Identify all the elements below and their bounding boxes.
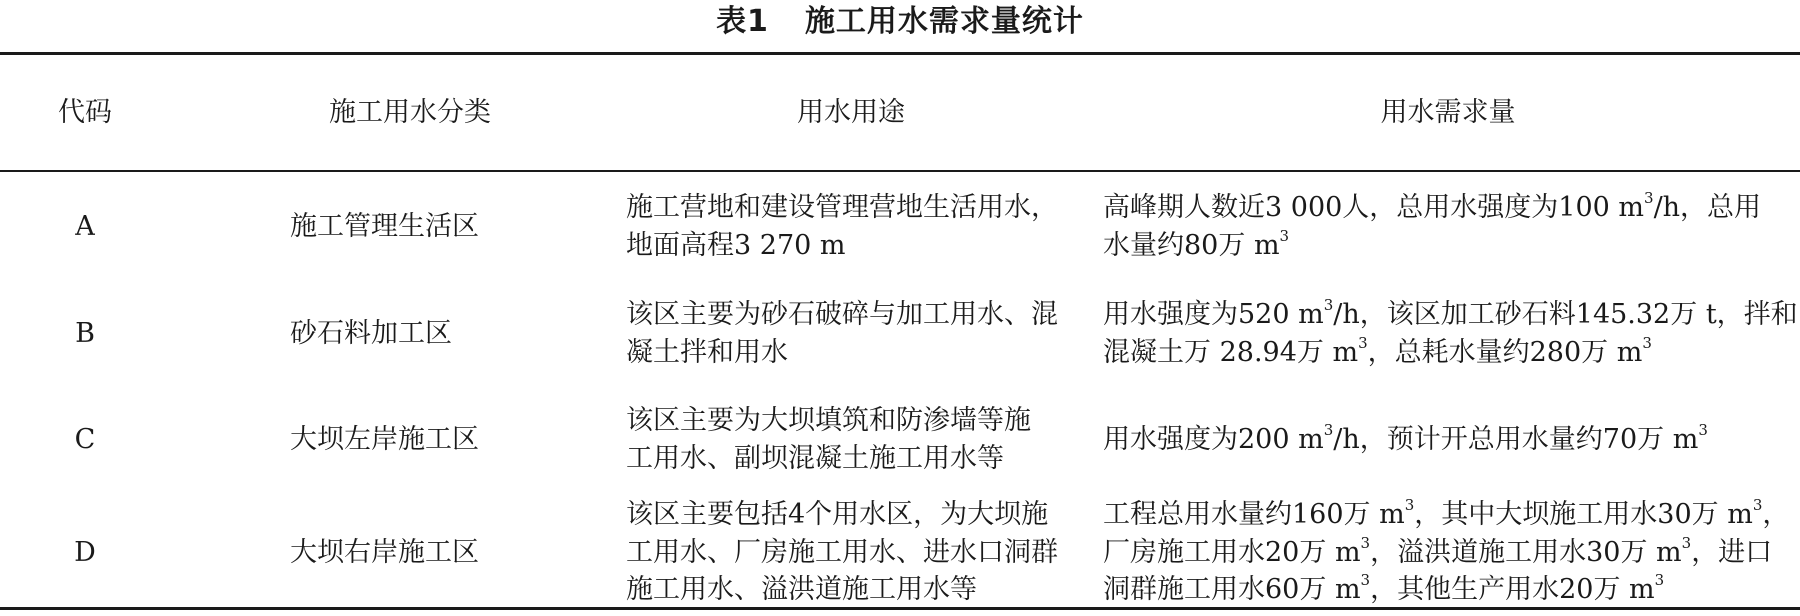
header-demand: 用水需求量: [1380, 97, 1516, 128]
row-code: B: [75, 318, 95, 349]
demand-line: 水量约80万 $m^3$: [1103, 227, 1290, 261]
header-category: 施工用水分类: [329, 97, 491, 128]
demand-line: 厂房施工用水20万 $m^3$，溢洪道施工用水30万 $m^3$，进口: [1103, 534, 1773, 568]
usage-line: 施工用水、溢洪道施工用水等: [626, 574, 977, 605]
top-rule: [0, 52, 1800, 55]
demand-line: 用水强度为200 $m^3/h$，预计开总用水量约70万 $m^3$: [1103, 421, 1708, 455]
usage-line: 该区主要为砂石破碎与加工用水、混: [626, 299, 1058, 330]
usage-line: 工用水、副坝混凝土施工用水等: [626, 443, 1004, 474]
row-code: A: [75, 211, 95, 242]
row-category: 大坝右岸施工区: [290, 537, 479, 568]
usage-line: 该区主要为大坝填筑和防渗墙等施: [626, 405, 1031, 436]
table-number: 表1: [716, 4, 769, 39]
bottom-rule: [0, 607, 1800, 610]
demand-line: 工程总用水量约160万 $m^3$，其中大坝施工用水30万 $m^3$，: [1103, 496, 1790, 530]
demand-line: 混凝土万 28.94万 $m^3$，总耗水量约280万 $m^3$: [1103, 334, 1652, 368]
header-code: 代码: [58, 97, 112, 128]
demand-line: 洞群施工用水60万 $m^3$，其他生产用水20万 $m^3$: [1103, 571, 1665, 605]
table-caption: [0, 2, 1800, 42]
usage-line: 该区主要包括4个用水区，为大坝施: [626, 499, 1049, 530]
usage-line: 凝土拌和用水: [626, 337, 788, 368]
row-code: C: [74, 424, 96, 455]
row-category: 施工管理生活区: [290, 211, 479, 242]
table-title: 施工用水需求量统计: [804, 4, 1084, 39]
header-usage: 用水用途: [797, 97, 905, 128]
row-category: 砂石料加工区: [290, 318, 452, 349]
row-code: D: [74, 537, 96, 568]
row-category: 大坝左岸施工区: [290, 424, 479, 455]
usage-line: 地面高程3 270 m: [626, 230, 846, 261]
header-rule: [0, 170, 1800, 172]
demand-line: 高峰期人数近3 000人，总用水强度为100 $m^3/h$，总用: [1103, 189, 1762, 223]
usage-line: 施工营地和建设管理营地生活用水，: [626, 192, 1058, 223]
demand-line: 用水强度为520 $m^3/h$，该区加工砂石料145.32万 t，拌和: [1103, 296, 1798, 330]
usage-line: 工用水、厂房施工用水、进水口洞群: [626, 537, 1058, 568]
